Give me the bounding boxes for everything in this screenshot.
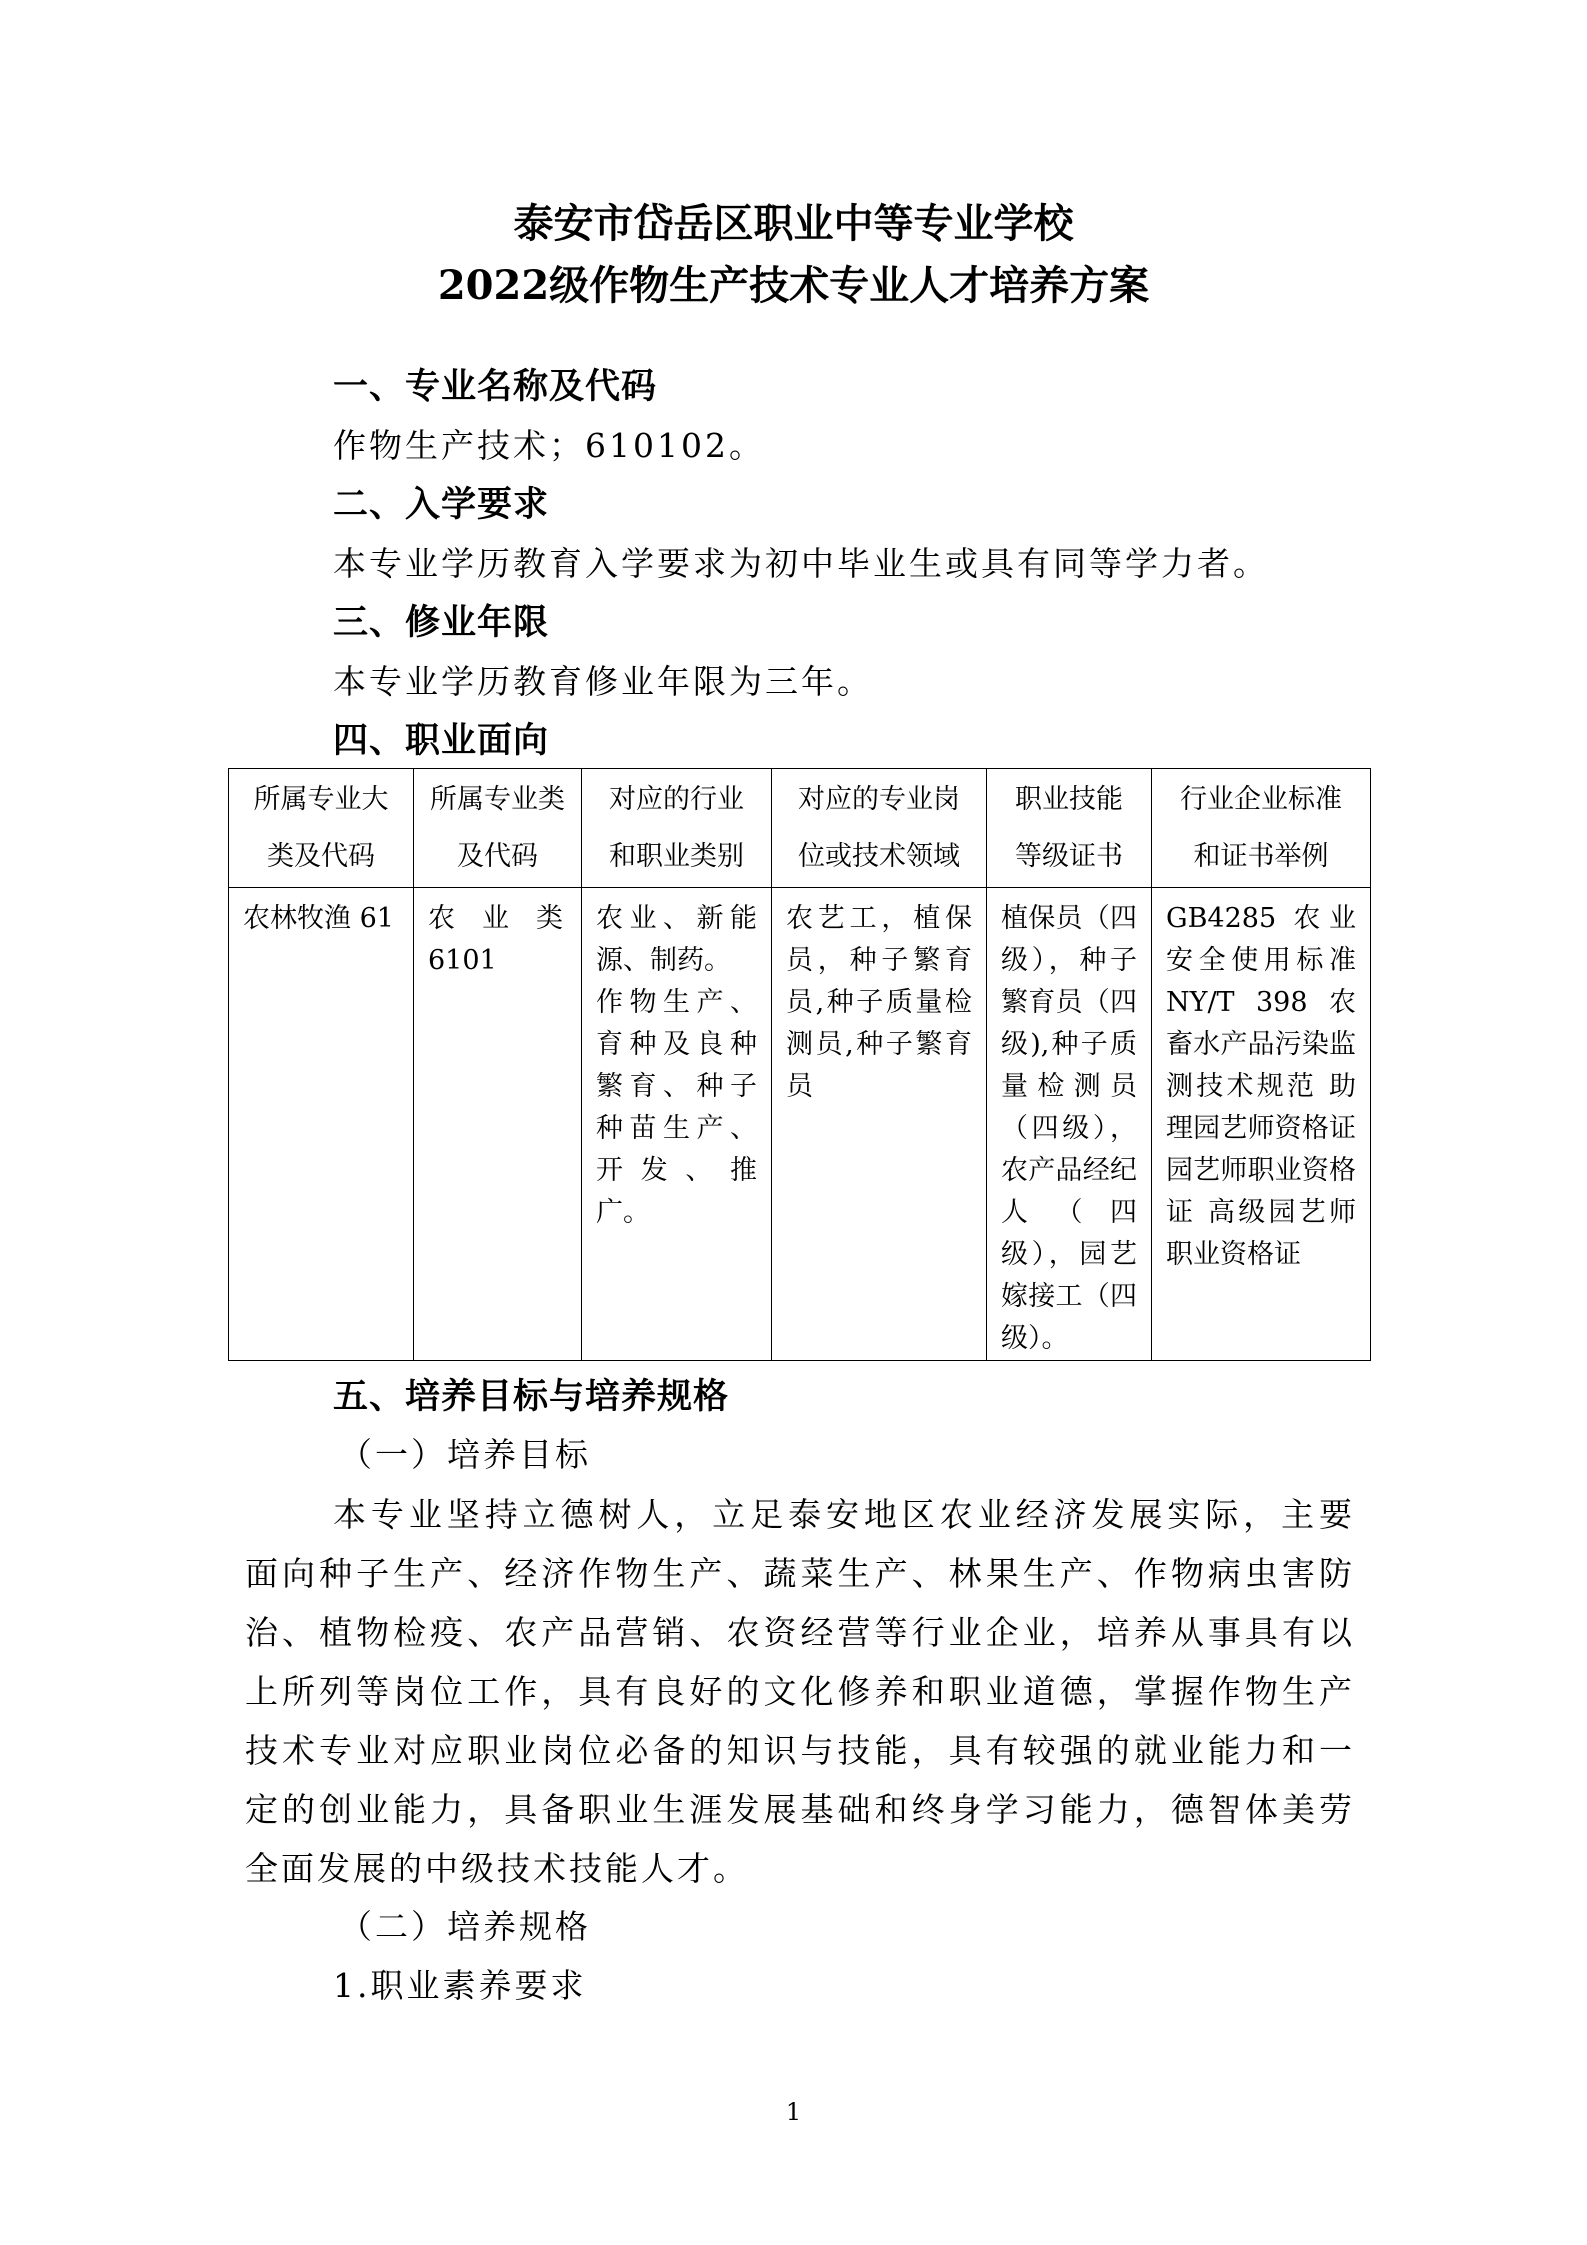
goal-paragraph-line: 全面发展的中级技术技能人才。 [245,1849,749,1888]
table-header-cell: 行业企业标准 和证书举例 [1152,769,1371,888]
admission-text: 本专业学历教育入学要求为初中毕业生或具有同等学力者。 [333,544,1269,583]
goal-paragraph-line: 上所列等岗位工作，具有良好的文化修养和职业道德，掌握作物生产 [245,1672,1355,1711]
table-header-cell: 对应的行业 和职业类别 [582,769,772,888]
career-orientation-table [228,768,1371,1361]
table-header-cell: 所属专业类 及代码 [414,769,582,888]
section-heading-career: 四、职业面向 [333,720,550,761]
table-header-cell: 所属专业大 类及代码 [229,769,414,888]
subsection-heading-goal: （一）培养目标 [339,1435,591,1474]
table-cell: 农林牧渔 61 [229,888,414,1361]
goal-paragraph-line: 面向种子生产、经济作物生产、蔬菜生产、林果生产、作物病虫害防 [245,1554,1355,1593]
table-cell: GB4285 农业安全使用标准 NY/T 398 农畜水产品污染监测技术规范 助理园艺师资格证 园艺师职业资格证 高级园艺师职业资格证 [1152,888,1371,1361]
spec-item-heading: 1.职业素养要求 [333,1966,587,2005]
goal-paragraph-line: 技术专业对应职业岗位必备的知识与技能，具有较强的就业能力和一 [245,1731,1355,1770]
table-cell: 农 业 类 6101 [414,888,582,1361]
table-cell: 植保员（四级），种子繁育员（四级),种子质量检测员（四级），农产品经纪人（四级），园艺嫁接工（四级）。 [987,888,1152,1361]
section-heading-admission: 二、入学要求 [333,484,550,525]
document-title-line1: 泰安市岱岳区职业中等专业学校 [513,200,1074,247]
goal-paragraph-line: 治、植物检疫、农产品营销、农资经营等行业企业，培养从事具有以 [245,1613,1355,1652]
subsection-heading-spec: （二）培养规格 [339,1907,591,1946]
page-number: 1 [785,2098,802,2126]
document-title-line2: 2022级作物生产技术专业人才培养方案 [437,262,1150,309]
section-heading-duration: 三、修业年限 [333,602,550,643]
table-header-cell: 对应的专业岗 位或技术领域 [772,769,987,888]
table-header-cell: 职业技能 等级证书 [987,769,1152,888]
section-heading-goals: 五、培养目标与培养规格 [333,1376,730,1417]
table-row [229,888,1371,1361]
table-cell: 农业、新能源、制药。 作物生产、育种及良种繁育、种子种苗生产、开发、推广。 [582,888,772,1361]
section-heading-major-code: 一、专业名称及代码 [333,366,658,407]
table-cell: 农艺工，植保员，种子繁育员,种子质量检测员,种子繁育员 [772,888,987,1361]
major-name-code-text: 作物生产技术；610102。 [333,426,765,465]
goal-paragraph-line: 定的创业能力，具备职业生涯发展基础和终身学习能力，德智体美劳 [245,1790,1355,1829]
duration-text: 本专业学历教育修业年限为三年。 [333,662,873,701]
table-header-row [229,769,1371,888]
goal-paragraph-line: 本专业坚持立德树人，立足泰安地区农业经济发展实际，主要 [333,1495,1355,1534]
